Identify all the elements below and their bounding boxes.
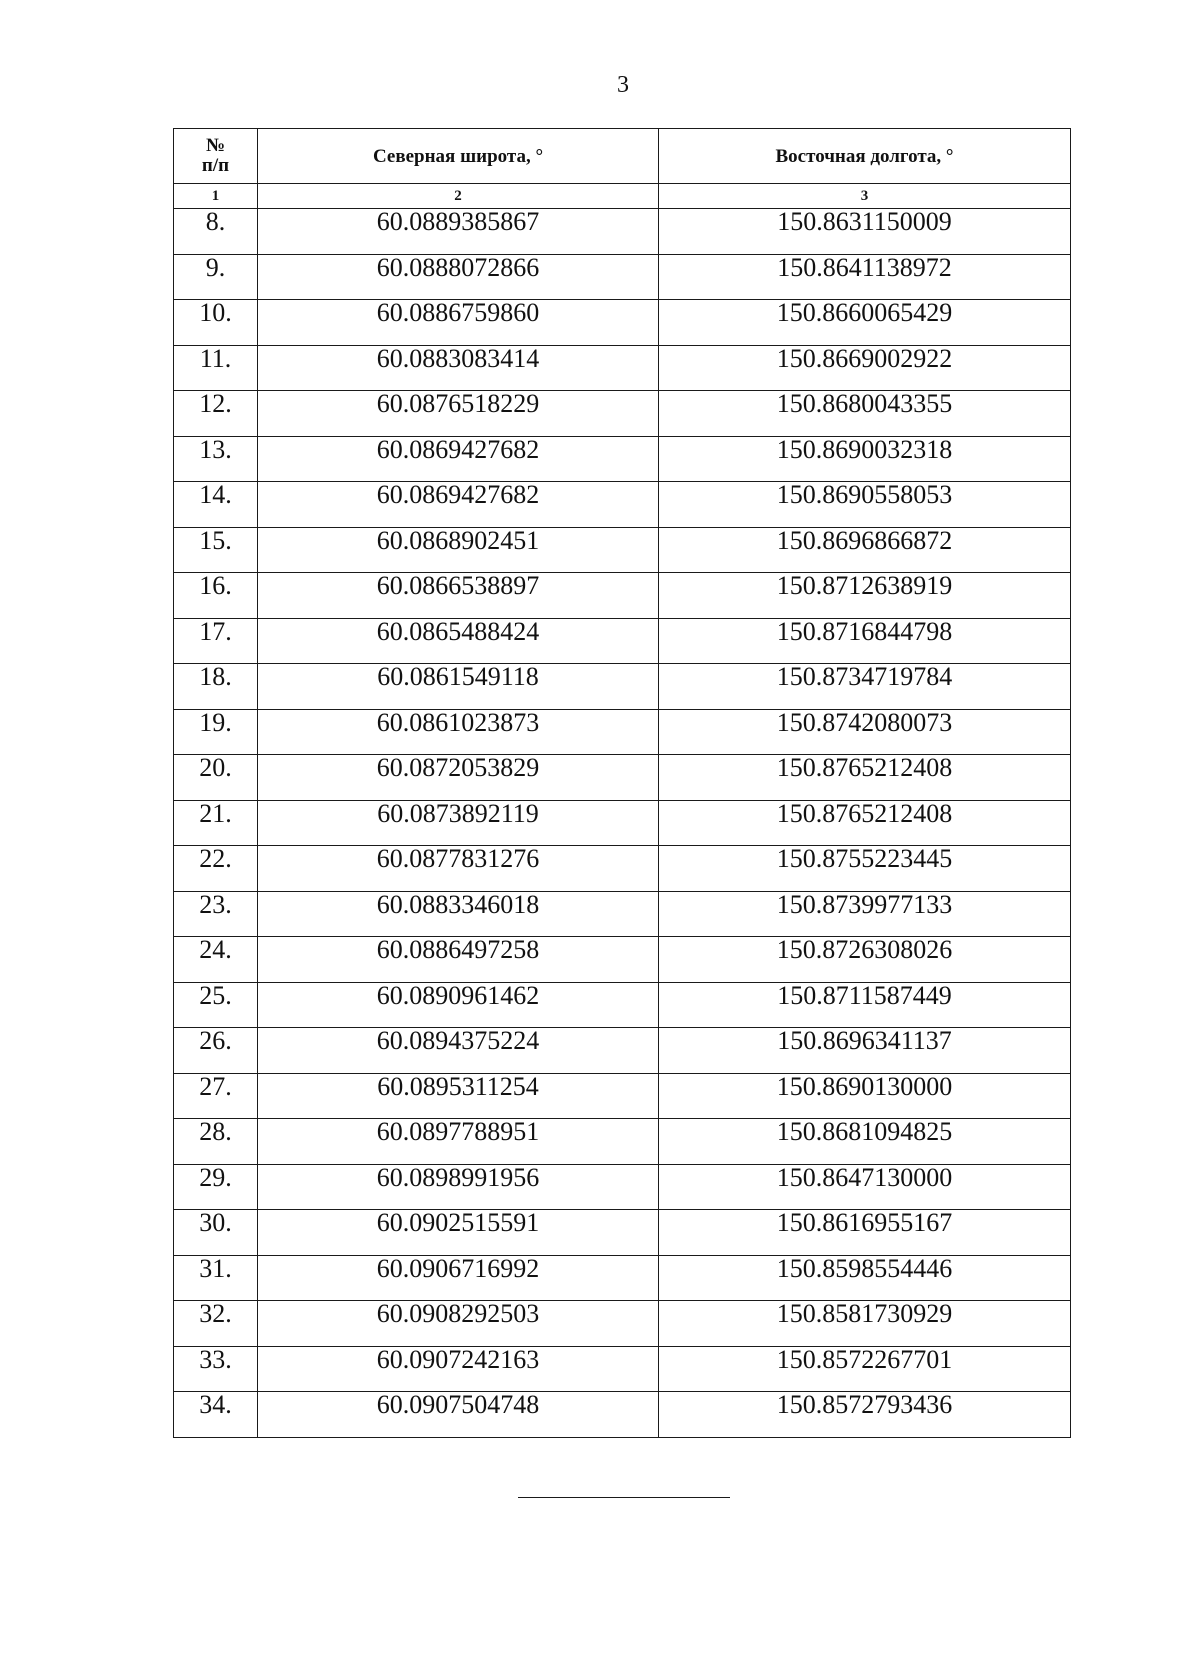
- latitude-cell: 60.0907504748: [258, 1392, 659, 1438]
- latitude-cell: 60.0868902451: [258, 527, 659, 573]
- row-number-cell: 16.: [174, 573, 258, 619]
- row-number-cell: 32.: [174, 1301, 258, 1347]
- longitude-cell: 150.8765212408: [659, 755, 1071, 801]
- table-row: [174, 982, 1071, 1028]
- row-number-cell: 24.: [174, 937, 258, 983]
- header-number: [174, 129, 258, 184]
- longitude-cell: 150.8572267701: [659, 1346, 1071, 1392]
- closing-rule-line: [518, 1497, 730, 1498]
- longitude-cell: 150.8742080073: [659, 709, 1071, 755]
- longitude-cell: 150.8681094825: [659, 1119, 1071, 1165]
- longitude-cell: 150.8669002922: [659, 345, 1071, 391]
- row-number-cell: 11.: [174, 345, 258, 391]
- latitude-cell: 60.0861023873: [258, 709, 659, 755]
- row-number-cell: 25.: [174, 982, 258, 1028]
- table-row: [174, 1301, 1071, 1347]
- longitude-cell: 150.8641138972: [659, 254, 1071, 300]
- row-number-cell: 21.: [174, 800, 258, 846]
- table-row: [174, 300, 1071, 346]
- table-row: [174, 345, 1071, 391]
- latitude-cell: 60.0897788951: [258, 1119, 659, 1165]
- latitude-cell: 60.0886497258: [258, 937, 659, 983]
- latitude-cell: 60.0861549118: [258, 664, 659, 710]
- row-number-cell: 18.: [174, 664, 258, 710]
- table-header-row: [174, 129, 1071, 184]
- latitude-cell: 60.0889385867: [258, 209, 659, 255]
- row-number-cell: 23.: [174, 891, 258, 937]
- table-row: [174, 1073, 1071, 1119]
- table-row: [174, 527, 1071, 573]
- longitude-cell: 150.8680043355: [659, 391, 1071, 437]
- row-number-cell: 8.: [174, 209, 258, 255]
- longitude-cell: 150.8726308026: [659, 937, 1071, 983]
- column-index-3: 3: [659, 184, 1071, 209]
- row-number-cell: 34.: [174, 1392, 258, 1438]
- row-number-cell: 27.: [174, 1073, 258, 1119]
- longitude-cell: 150.8616955167: [659, 1210, 1071, 1256]
- latitude-cell: 60.0907242163: [258, 1346, 659, 1392]
- table-row: [174, 755, 1071, 801]
- longitude-cell: 150.8734719784: [659, 664, 1071, 710]
- column-index-1: 1: [174, 184, 258, 209]
- table-row: [174, 937, 1071, 983]
- table-row: [174, 709, 1071, 755]
- latitude-cell: 60.0886759860: [258, 300, 659, 346]
- table-row: [174, 254, 1071, 300]
- latitude-cell: 60.0890961462: [258, 982, 659, 1028]
- column-index-row: [174, 184, 1071, 209]
- header-latitude: Северная широта, °: [258, 129, 659, 184]
- latitude-cell: 60.0866538897: [258, 573, 659, 619]
- row-number-cell: 14.: [174, 482, 258, 528]
- table-row: [174, 573, 1071, 619]
- table-row: [174, 482, 1071, 528]
- latitude-cell: 60.0876518229: [258, 391, 659, 437]
- row-number-cell: 13.: [174, 436, 258, 482]
- header-number-line1: №: [205, 135, 226, 156]
- row-number-cell: 17.: [174, 618, 258, 664]
- longitude-cell: 150.8755223445: [659, 846, 1071, 892]
- latitude-cell: 60.0869427682: [258, 482, 659, 528]
- header-longitude: Восточная долгота, °: [659, 129, 1071, 184]
- row-number-cell: 33.: [174, 1346, 258, 1392]
- latitude-cell: 60.0869427682: [258, 436, 659, 482]
- table-row: [174, 800, 1071, 846]
- longitude-cell: 150.8712638919: [659, 573, 1071, 619]
- longitude-cell: 150.8690032318: [659, 436, 1071, 482]
- latitude-cell: 60.0898991956: [258, 1164, 659, 1210]
- longitude-cell: 150.8598554446: [659, 1255, 1071, 1301]
- row-number-cell: 19.: [174, 709, 258, 755]
- table-row: [174, 1255, 1071, 1301]
- latitude-cell: 60.0888072866: [258, 254, 659, 300]
- row-number-cell: 9.: [174, 254, 258, 300]
- longitude-cell: 150.8647130000: [659, 1164, 1071, 1210]
- coordinates-table: [173, 128, 1071, 1438]
- longitude-cell: 150.8690130000: [659, 1073, 1071, 1119]
- table-row: [174, 618, 1071, 664]
- table-row: [174, 891, 1071, 937]
- page-number: 3: [617, 72, 629, 98]
- row-number-cell: 10.: [174, 300, 258, 346]
- latitude-cell: 60.0883083414: [258, 345, 659, 391]
- table-body: [174, 209, 1071, 1438]
- latitude-cell: 60.0883346018: [258, 891, 659, 937]
- latitude-cell: 60.0877831276: [258, 846, 659, 892]
- longitude-cell: 150.8660065429: [659, 300, 1071, 346]
- row-number-cell: 15.: [174, 527, 258, 573]
- longitude-cell: 150.8696341137: [659, 1028, 1071, 1074]
- header-number-line2: п/п: [201, 155, 230, 176]
- row-number-cell: 12.: [174, 391, 258, 437]
- longitude-cell: 150.8572793436: [659, 1392, 1071, 1438]
- row-number-cell: 20.: [174, 755, 258, 801]
- latitude-cell: 60.0908292503: [258, 1301, 659, 1347]
- row-number-cell: 28.: [174, 1119, 258, 1165]
- longitude-cell: 150.8690558053: [659, 482, 1071, 528]
- longitude-cell: 150.8581730929: [659, 1301, 1071, 1347]
- table-row: [174, 1164, 1071, 1210]
- latitude-cell: 60.0895311254: [258, 1073, 659, 1119]
- longitude-cell: 150.8739977133: [659, 891, 1071, 937]
- latitude-cell: 60.0872053829: [258, 755, 659, 801]
- row-number-cell: 26.: [174, 1028, 258, 1074]
- table-row: [174, 1119, 1071, 1165]
- row-number-cell: 30.: [174, 1210, 258, 1256]
- table-row: [174, 391, 1071, 437]
- table-row: [174, 209, 1071, 255]
- table-row: [174, 846, 1071, 892]
- column-index-2: 2: [258, 184, 659, 209]
- longitude-cell: 150.8711587449: [659, 982, 1071, 1028]
- latitude-cell: 60.0902515591: [258, 1210, 659, 1256]
- longitude-cell: 150.8631150009: [659, 209, 1071, 255]
- longitude-cell: 150.8716844798: [659, 618, 1071, 664]
- latitude-cell: 60.0906716992: [258, 1255, 659, 1301]
- table-row: [174, 1028, 1071, 1074]
- table-row: [174, 664, 1071, 710]
- longitude-cell: 150.8696866872: [659, 527, 1071, 573]
- table-row: [174, 1392, 1071, 1438]
- row-number-cell: 31.: [174, 1255, 258, 1301]
- row-number-cell: 29.: [174, 1164, 258, 1210]
- latitude-cell: 60.0865488424: [258, 618, 659, 664]
- table-row: [174, 1346, 1071, 1392]
- table-row: [174, 436, 1071, 482]
- latitude-cell: 60.0894375224: [258, 1028, 659, 1074]
- row-number-cell: 22.: [174, 846, 258, 892]
- table-row: [174, 1210, 1071, 1256]
- longitude-cell: 150.8765212408: [659, 800, 1071, 846]
- latitude-cell: 60.0873892119: [258, 800, 659, 846]
